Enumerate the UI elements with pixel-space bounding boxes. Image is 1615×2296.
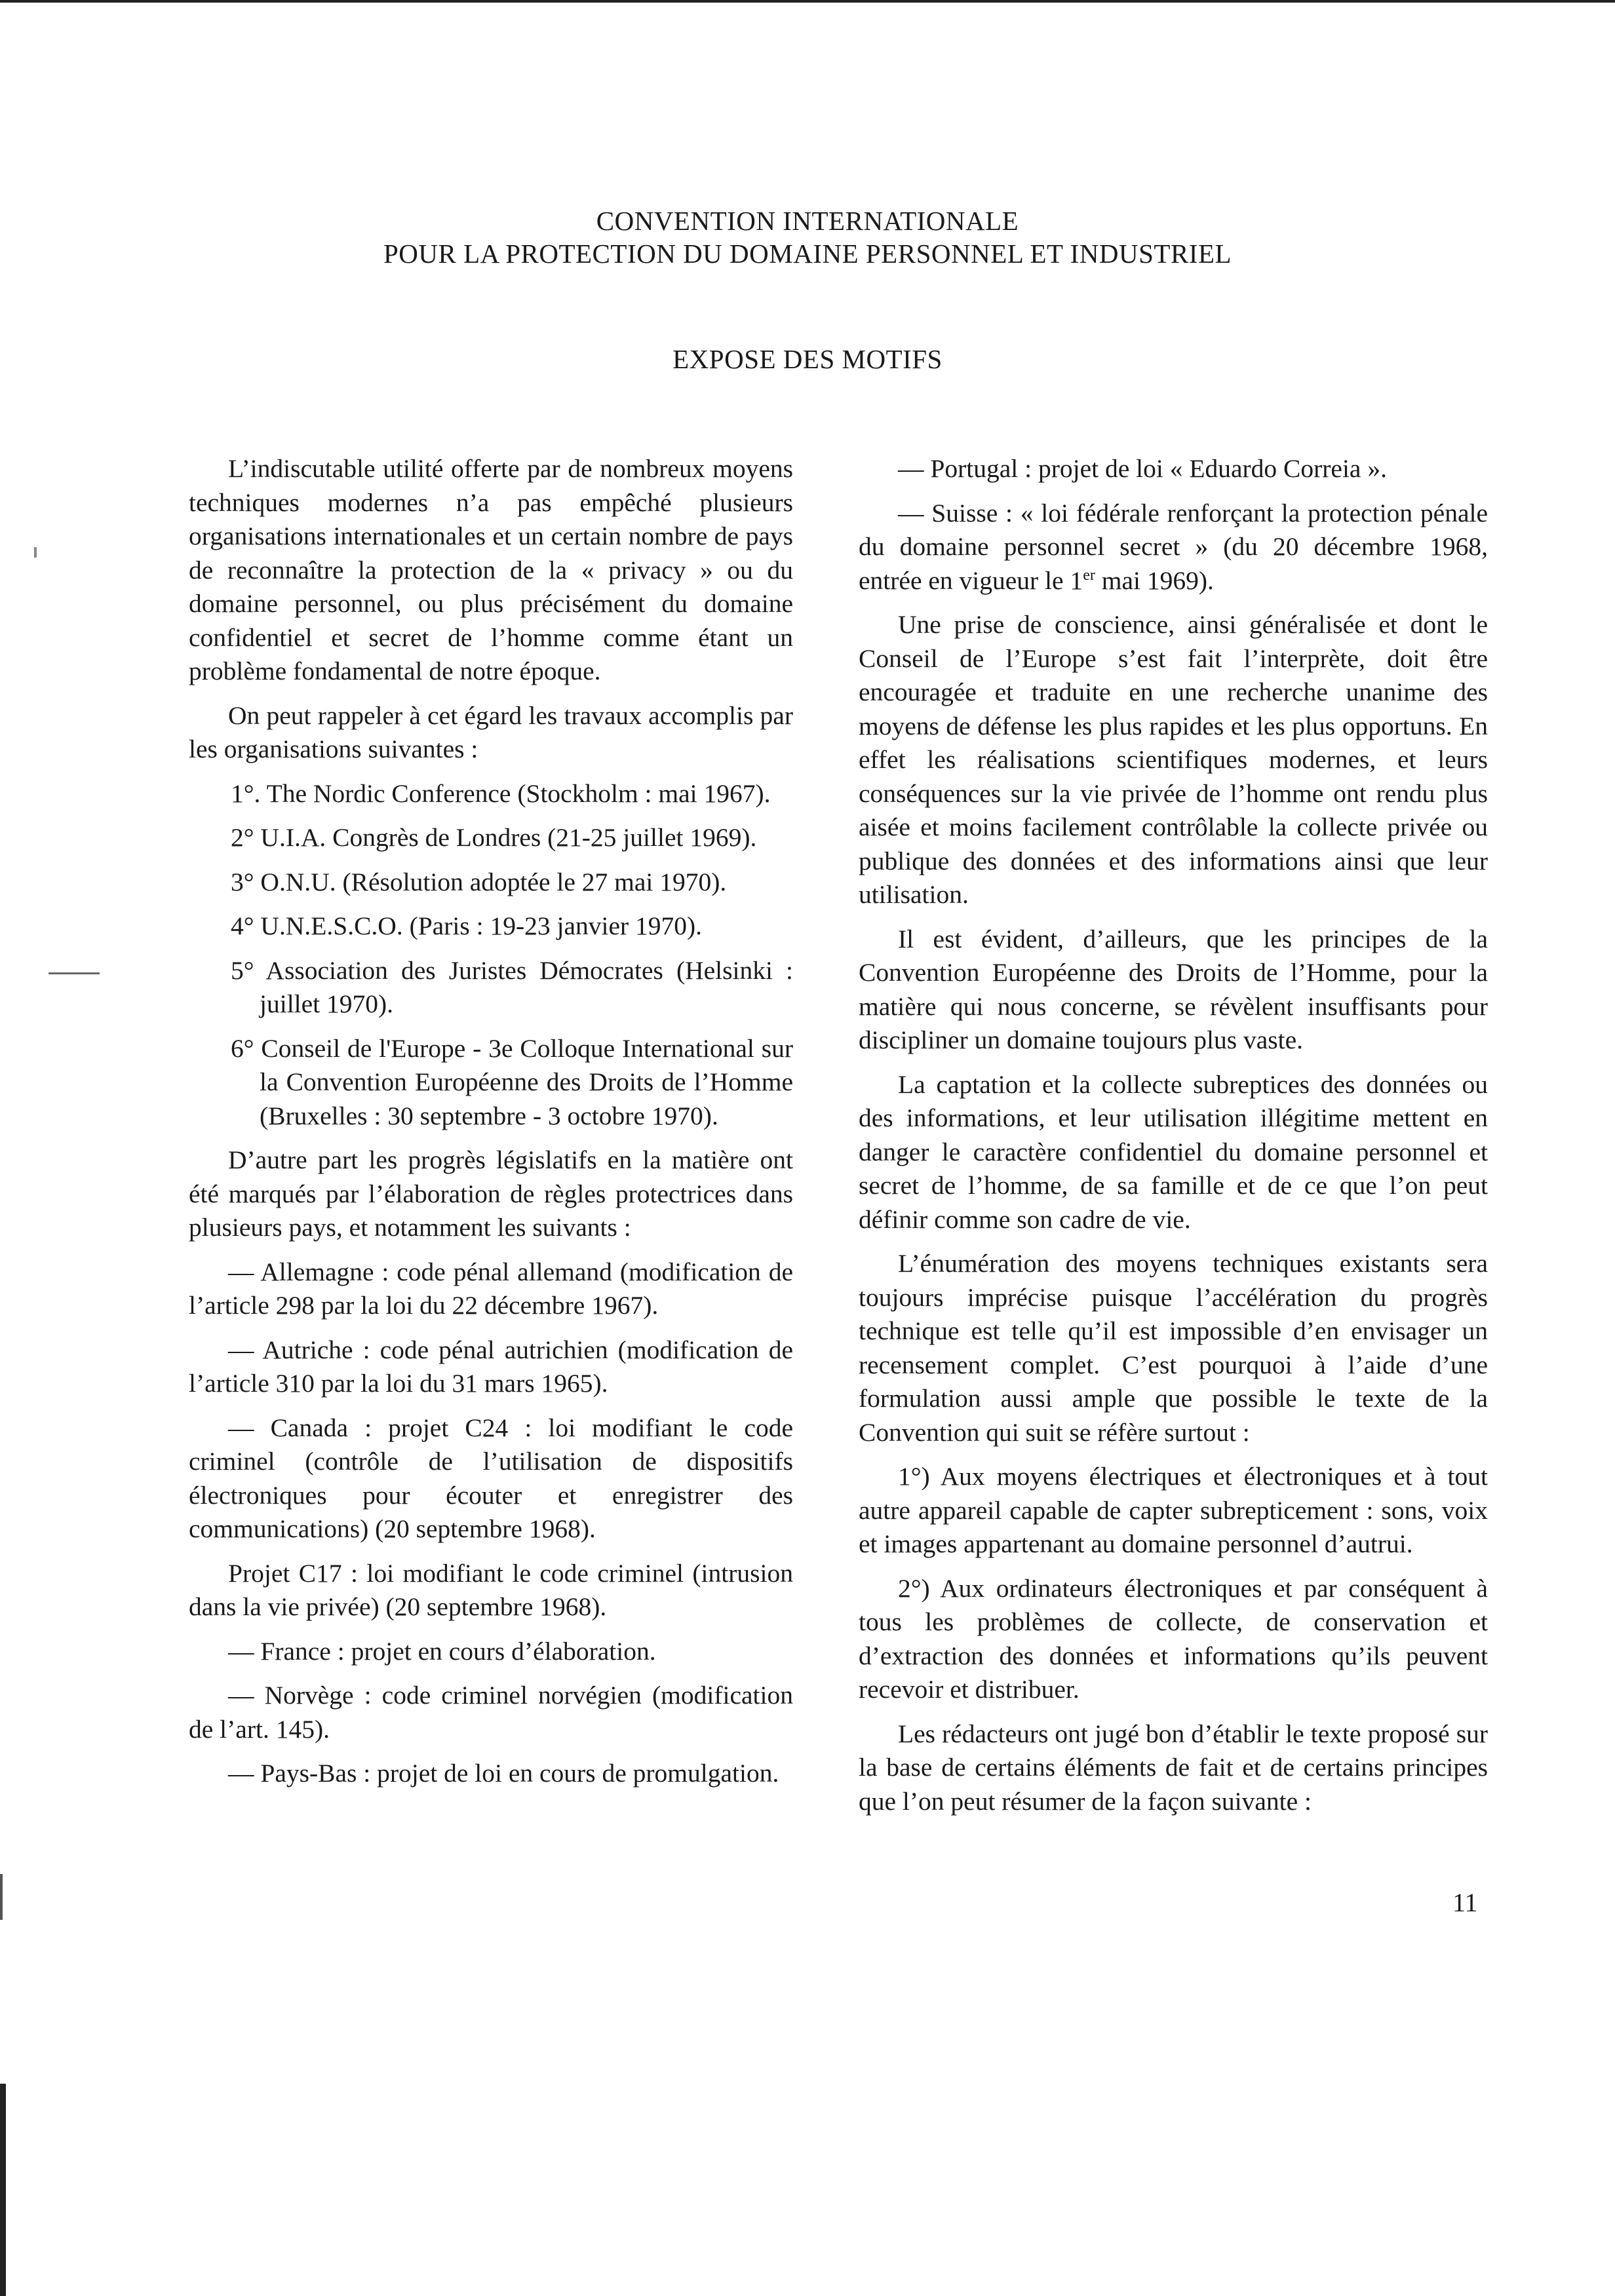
paragraph: — Canada : projet C24 : loi modifiant le code criminel (contrôle de l’utilisation de dispositifs électroniques pour écouter et enregistrer des communications) (20 septembre 1968). bbox=[189, 1413, 793, 1543]
left-edge-bar bbox=[0, 2084, 6, 2296]
paragraph: 2°) Aux ordinateurs électroniques et par conséquent à tous les problèmes de collecte, de conservation et d’extraction des données et informations qu’ils peuvent recevoir et distribuer. bbox=[859, 1573, 1488, 1704]
paragraph: L’énumération des moyens techniques existants sera toujours imprécise puisque l’accélération du progrès technique est telle qu’il est impossible d’en envisager un recensement complet. C’est pourquoi à l’aide d’une formulation aussi ample que possible le texte de la Convention qui suit se réfère surtout : bbox=[859, 1249, 1488, 1447]
top-scan-edge bbox=[0, 0, 1615, 3]
superscript: er bbox=[1083, 566, 1095, 584]
paragraph: Projet C17 : loi modifiant le code criminel (intrusion dans la vie privée) (20 septembre 1968). bbox=[189, 1558, 793, 1621]
paragraph: 1°) Aux moyens électriques et électroniques et à tout autre appareil capable de capter subrepticement : sons, voix et images appartenant au domaine personnel d’autrui. bbox=[859, 1462, 1488, 1558]
paragraph: Une prise de conscience, ainsi généralisée et dont le Conseil de l’Europe s’est fait l’interprète, doit être encouragée et traduite en une recherche unanime des moyens de défense les plus rapides et les plus opportuns. En effet les réalisations scientifiques modernes, et leurs conséquences sur la vie privée de l’homme ont rendu plus aisée et moins facilement contrôlable la collecte privée ou publique des données et des informations ainsi que leur utilisation. bbox=[859, 610, 1488, 909]
paragraph: — Allemagne : code pénal allemand (modification de l’article 298 par la loi du 22 décembre 1967). bbox=[189, 1257, 793, 1320]
left-edge-tick bbox=[0, 1874, 3, 1920]
paragraph-text: mai 1969). bbox=[1095, 565, 1214, 595]
paragraph-text: — Suisse : « loi fédérale renforçant la protection pénale du domaine personnel secret » (du 20 décembre 1968, entrée en vigueur le 1 bbox=[859, 498, 1488, 595]
list-item: 1°. The Nordic Conference (Stockholm : mai 1967). bbox=[231, 778, 771, 808]
paragraph bbox=[859, 497, 1488, 598]
paragraph: — Autriche : code pénal autrichien (modification de l’article 310 par la loi du 31 mars 1965). bbox=[189, 1335, 793, 1398]
margin-dot-mark bbox=[34, 547, 37, 558]
list-item: 5° Association des Juristes Démocrates (Helsinki : juillet 1970). bbox=[231, 955, 793, 1018]
paragraph: — Pays-Bas : projet de loi en cours de promulgation. bbox=[228, 1759, 779, 1788]
paragraph: — France : projet en cours d’élaboration. bbox=[228, 1636, 656, 1666]
list-item: 6° Conseil de l'Europe - 3e Colloque International sur la Convention Européenne des Droits de l’Homme (Bruxelles : 30 septembre - 3 octobre 1970). bbox=[231, 1033, 793, 1130]
list-item: 3° O.N.U. (Résolution adoptée le 27 mai 1970). bbox=[231, 867, 727, 896]
document-title-line-2: POUR LA PROTECTION DU DOMAINE PERSONNEL ET INDUSTRIEL bbox=[383, 239, 1232, 269]
paragraph: D’autre part les progrès législatifs en la matière ont été marqués par l’élaboration de règles protectrices dans plusieurs pays, et notamment les suivants : bbox=[189, 1145, 793, 1242]
list-item: 4° U.N.E.S.C.O. (Paris : 19-23 janvier 1970). bbox=[231, 911, 703, 940]
section-title: EXPOSE DES MOTIFS bbox=[672, 344, 943, 374]
document-title-line-1: CONVENTION INTERNATIONALE bbox=[596, 206, 1019, 236]
paragraph: L’indiscutable utilité offerte par de nombreux moyens techniques modernes n’a pas empêché plusieurs organisations internationales et un certain nombre de pays de reconnaître la protection de la « privacy » ou du domaine personnel, ou plus précisément du domaine confidentiel et secret de l’homme comme étant un problème fondamental de notre époque. bbox=[189, 454, 793, 685]
right-column bbox=[859, 452, 1488, 1829]
page-number: 11 bbox=[1452, 1888, 1478, 1917]
paragraph: On peut rappeler à cet égard les travaux accomplis par les organisations suivantes : bbox=[189, 700, 793, 763]
paragraph: Les rédacteurs ont jugé bon d’établir le texte proposé sur la base de certains éléments de fait et de certains principes que l’on peut résumer de la façon suivante : bbox=[859, 1719, 1488, 1816]
paragraph: — Norvège : code criminel norvégien (modification de l’art. 145). bbox=[189, 1681, 793, 1744]
list-item: 2° U.I.A. Congrès de Londres (21-25 juillet 1969). bbox=[231, 823, 757, 852]
margin-dash-mark bbox=[49, 972, 100, 974]
paragraph: Il est évident, d’ailleurs, que les principes de la Convention Européenne des Droits de l’Homme, pour la matière qui nous concerne, se révèlent insuffisants pour discipliner un domaine toujours plus vaste. bbox=[859, 924, 1488, 1054]
paragraph: La captation et la collecte subreptices des données ou des informations, et leur utilisation illégitime mettent en danger le caractère confidentiel du domaine personnel et secret de l’homme, de sa famille et de ce que l’on peut définir comme son cadre de vie. bbox=[859, 1069, 1488, 1234]
paragraph: — Portugal : projet de loi « Eduardo Correia ». bbox=[898, 454, 1387, 483]
left-column bbox=[189, 452, 793, 1801]
